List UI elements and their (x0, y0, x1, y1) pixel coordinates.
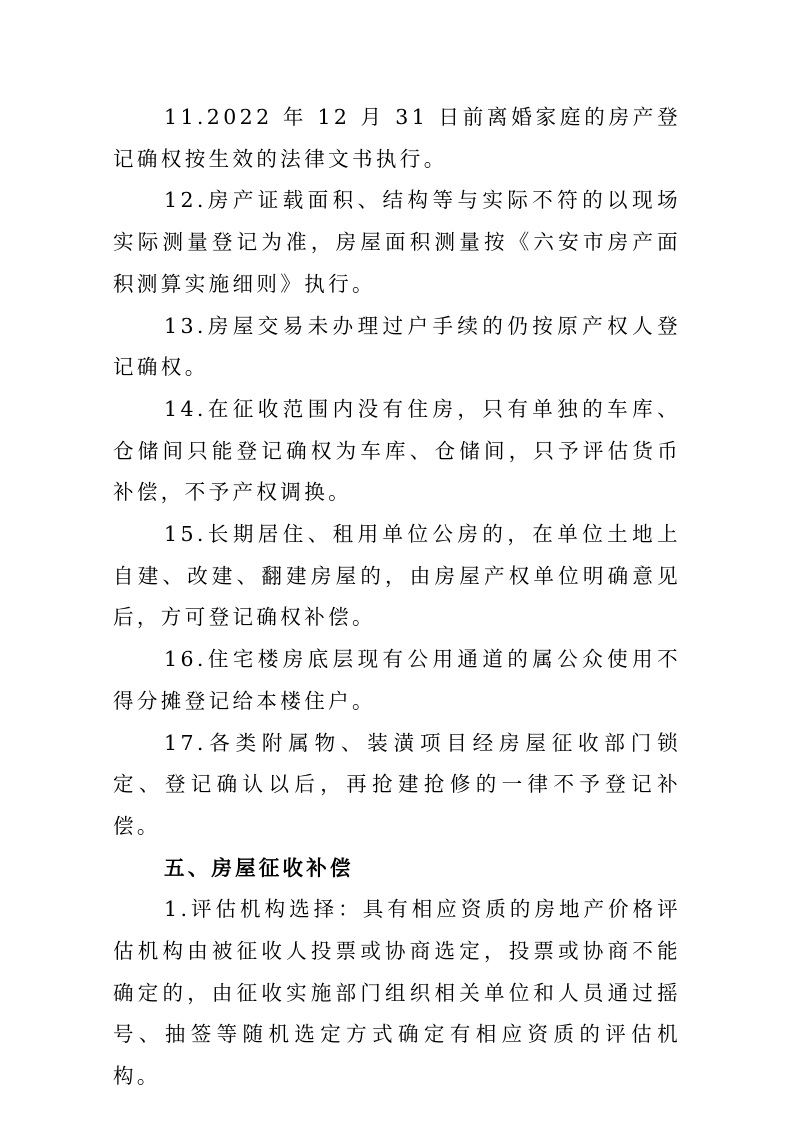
section-heading: 五、房屋征收补偿 (164, 855, 354, 880)
paragraph-item-13: 13.房屋交易未办理过户手续的仍按原产权人登记确权。 (113, 313, 681, 380)
document-body (113, 97, 681, 1098)
paragraph-item-15: 15.长期居住、租用单位公房的，在单位土地上自建、改建、翻建房屋的，由房屋产权单位明确意见后，方可登记确权补偿。 (113, 522, 681, 630)
paragraph-item-16: 16.住宅楼房底层现有公用通道的属公众使用不得分摊登记给本楼住户。 (113, 647, 681, 713)
paragraph-item-17: 17.各类附属物、装潢项目经房屋征收部门锁定、登记确认以后，再抢建抢修的一律不予登记补偿。 (113, 730, 681, 838)
section-paragraph-1: 1.评估机构选择：具有相应资质的房地产价格评估机构由被征收人投票或协商选定，投票或协商不能确定的，由征收实施部门组织相关单位和人员通过摇号、抽签等随机选定方式确定有相应资质的评估机构。 (113, 897, 681, 1089)
paragraph-item-14: 14.在征收范围内没有住房，只有单独的车库、仓储间只能登记确权为车库、仓储间，只予评估货币补偿，不予产权调换。 (113, 396, 681, 505)
paragraph-item-12: 12.房产证载面积、结构等与实际不符的以现场实际测量登记为准，房屋面积测量按《六安市房产面积测算实施细则》执行。 (113, 188, 681, 296)
paragraph-item-11: 11.2022 年 12 月 31 日前离婚家庭的房产登记确权按生效的法律文书执行。 (113, 105, 681, 171)
